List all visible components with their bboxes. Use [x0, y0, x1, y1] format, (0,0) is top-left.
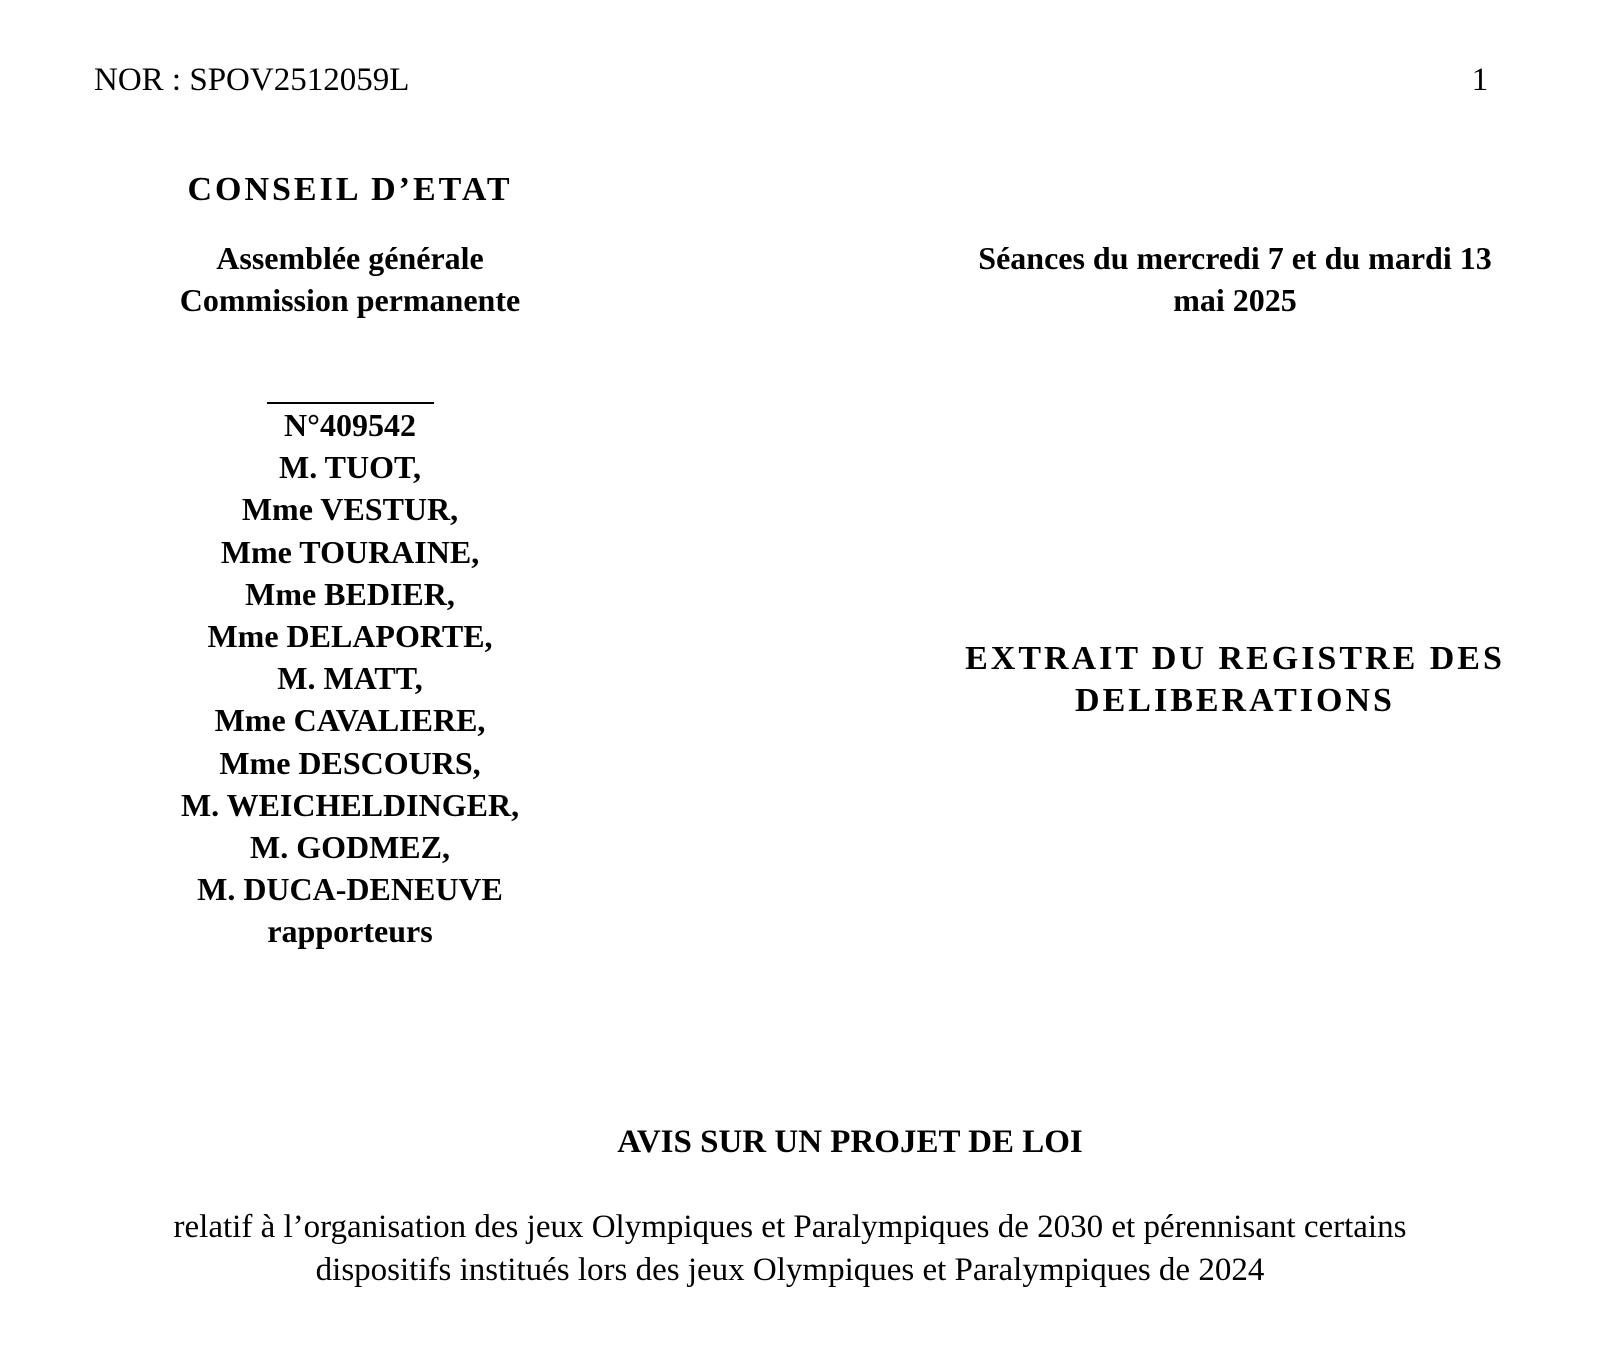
formation-block	[140, 237, 560, 321]
rapporteur-entry: Mme BEDIER,	[245, 575, 455, 612]
opinion-subject-line-1: relatif à l’organisation des jeux Olympiques et Paralympiques de 2030 et pérennisant certains	[173, 1209, 1407, 1245]
register-extract-line-2: DELIBERATIONS	[1075, 682, 1395, 719]
formation-line-2: Commission permanente	[179, 282, 521, 318]
session-dates-line-2: mai 2025	[1173, 282, 1297, 318]
rapporteur-entry: M. GODMEZ,	[250, 829, 450, 866]
formation-line-1: Assemblée générale	[216, 240, 484, 276]
rapporteur-entry: M. WEICHELDINGER,	[180, 786, 520, 823]
rapporteurs-label: rapporteurs	[267, 913, 433, 950]
institution-name: CONSEIL D’ETAT	[187, 171, 513, 208]
register-extract-line-1: EXTRAIT DU REGISTRE DES	[965, 640, 1505, 677]
rapporteur-entry: Mme VESTUR,	[241, 491, 459, 528]
case-roster	[140, 404, 560, 953]
nor-reference: NOR : SPOV2512059L	[94, 62, 410, 98]
opinion-subject	[60, 1206, 1520, 1292]
rapporteur-entry: M. TUOT,	[279, 449, 421, 486]
rapporteur-entry: Mme CAVALIERE,	[214, 702, 486, 739]
rapporteur-entry: Mme DELAPORTE,	[207, 618, 493, 655]
opinion-title: AVIS SUR UN PROJET DE LOI	[617, 1124, 1083, 1160]
rapporteur-entry: M. DUCA-DENEUVE	[197, 871, 503, 908]
rapporteur-entry: Mme TOURAINE,	[220, 533, 480, 570]
session-dates-line-1: Séances du mercredi 7 et du mardi 13	[978, 240, 1492, 276]
rapporteur-entry: M. MATT,	[277, 660, 423, 697]
case-number: N°409542	[284, 407, 416, 443]
rapporteur-entry: Mme DESCOURS,	[219, 744, 481, 781]
register-extract-heading	[890, 638, 1580, 722]
session-dates	[890, 237, 1580, 321]
opinion-subject-line-2: dispositifs institués lors des jeux Olympiques et Paralympiques de 2024	[315, 1252, 1265, 1288]
page-number: 1	[1471, 62, 1489, 98]
